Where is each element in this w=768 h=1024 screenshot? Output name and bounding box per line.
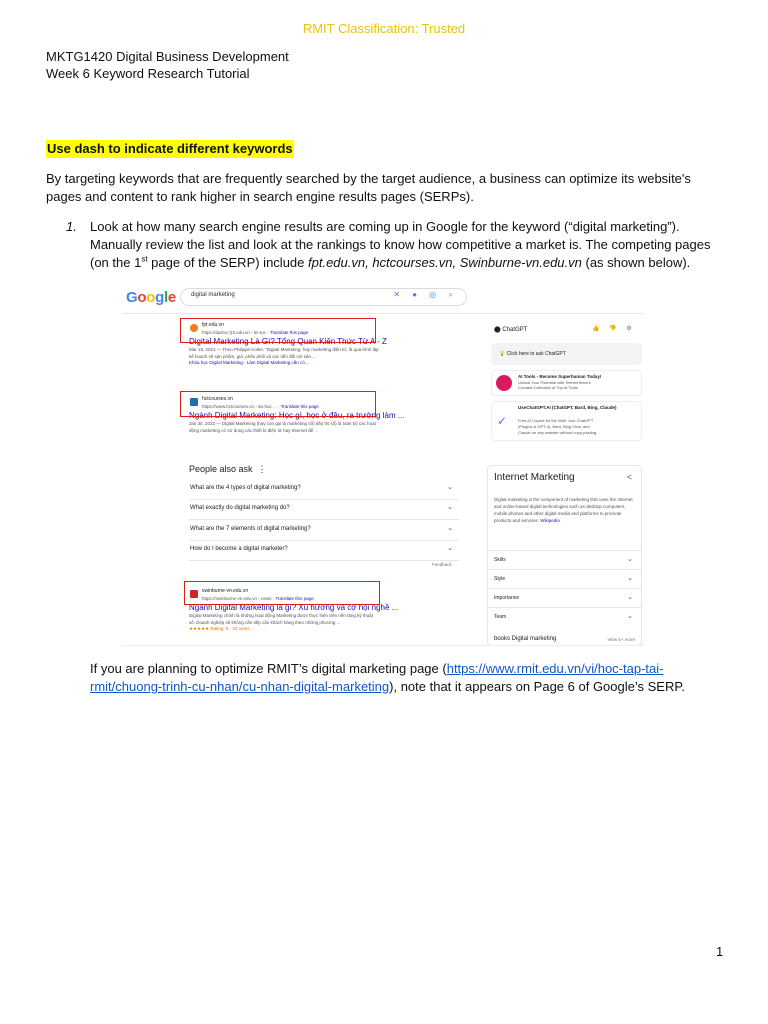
paa-question: How do I become a digital marketer? ⌄ [189,541,459,561]
chevron-down-icon: ⌄ [447,504,453,511]
result-snippet: số. Doanh nghiệp sẽ không cần tiếp cận khách hàng theo những phương ... [189,619,341,625]
para-text-a: If you are planning to optimize RMIT’s digital marketing page ( [90,661,447,676]
page-number: 1 [716,944,724,959]
ad-text: Curated Collection of Top AI Tools [518,385,578,390]
rmit-page-paragraph [90,660,722,696]
result-site: swinburne-vn.edu.vn [202,588,249,594]
result-snippet: động marketing có sử dụng các thiết bị điện tử hay Internet để ... [189,427,319,433]
people-also-ask-heading: People also ask ⋮ [189,464,267,474]
list-item-1 [66,218,722,272]
result-title: Ngành Digital Marketing là gì? Xu hướng và cơ hội nghề ... [189,603,399,612]
chatgpt-panel-header: ⬤ ChatGPT [494,327,528,333]
search-tools-icon: ✕ ● ◎ ⌕ [393,290,458,299]
result-snippet: Jan 30, 2023 — Digital Marketing (hay còn gọi là marketing số) tiếp thị số) là toàn bộ các hoạt [189,421,376,426]
usechatgpt-icon: ✓ [497,414,508,428]
ad-text: Unlock Your Potential with TeleresTeam's [518,380,591,385]
highlight-box-swinburne [184,581,380,605]
chevron-down-icon: ⌄ [627,613,633,620]
result-url: https://www.hctcourses.vn › du-hoc ... · Translate this page [202,404,319,409]
result-snippet: Mar 19, 2021 — Theo Philippe Kotler, "Digital Marketing, hay marketing điện tử, là quá trình lập [189,347,379,352]
ad-text: Free AI Copilot for the Web. Use ChatGPT [518,418,594,423]
intro-paragraph: By targeting keywords that are frequently searched by the target audience, a business can optimize its website's pages and content to rank higher in search engine results pages (SERPs). [46,171,691,204]
highlight-box-fpt [180,318,376,343]
chatgpt-actions-icon: 👍 👎 ⚙ [592,326,636,332]
result-snippet: kế hoạch về sản phẩm, giá, phân phối và xúc tiến đối với sản ... [189,353,317,359]
ai-tools-icon [496,375,512,391]
result-sitelinks: Khóa học Digital Marketing · Làm Digital Marketing cần có ... [189,360,310,365]
feedback-link: Feedback [432,562,452,567]
chevron-down-icon: ⌄ [447,484,453,491]
ad-title: UseChatGPT.AI (ChatGPT, Bard, Bing, Claude) [518,405,617,410]
para-text-b: ), note that it appears on Page 6 of Google’s SERP. [389,679,685,694]
document-header [46,48,289,82]
result-url: https://swinburne-vn.edu.vn › news · Translate this page [202,596,314,601]
kp-row: Style ⌄ [488,569,641,588]
chevron-down-icon: ⌄ [447,525,453,532]
list-number: 1. [66,219,77,234]
chatgpt-prompt-text: 💡 Click here to ask ChatGPT [499,351,566,357]
view-more-link: View 5+ more [607,637,635,642]
list-item-text [90,218,722,272]
knowledge-panel-title: Internet Marketing [494,472,575,483]
paa-question: What are the 4 types of digital marketing? ⌄ [189,480,459,500]
result-site: fpt.edu.vn [202,322,224,328]
competing-sites: fpt.edu.vn, hctcourses.vn, Swinburne-vn.edu.vn [308,255,582,270]
ad-card-1 [491,370,642,396]
item-superscript: st [141,254,148,264]
classification-label: RMIT Classification: Trusted [302,21,466,36]
chevron-down-icon: ⌄ [627,594,633,601]
item-text-a: Look at how many search engine results are coming up in Google for the keyword (“digital marketing”). Manually review the list and look at the rankings to know how competitive a market is. The competing pages (on the 1 [90,219,711,270]
knowledge-panel [487,465,642,646]
serp-top-bar [122,284,644,314]
rmit-url-link[interactable]: https://www.rmit.edu.vn/vi/hoc-tap-tai-rmit/chuong-trinh-cu-nhan/cu-nhan-digital-marketing [90,661,664,694]
result-title: Ngành Digital Marketing: Học gì, học ở đâu, ra trường làm ... [189,411,405,420]
ad-card-2 [491,401,642,441]
kp-row: Team ⌄ [488,607,641,626]
course-title: MKTG1420 Digital Business Development [46,49,289,64]
tutorial-title: Week 6 Keyword Research Tutorial [46,66,250,81]
chatgpt-prompt-card [491,343,642,365]
ad-text: (Plugins & GPT-4), Bard, Bing Chat, and [518,424,590,429]
kp-row: Skills ⌄ [488,550,641,569]
highlight-box-hct [180,391,376,417]
item-text-b: page of the SERP) include [147,255,308,270]
result-title: Digital Marketing Là Gì? Tổng Quan Kiến Thức Từ A - Z [189,337,387,346]
books-heading: books Digital marketing [494,636,557,642]
share-icon: < [626,472,632,482]
chevron-down-icon: ⌄ [627,556,633,563]
paa-question: What are the 7 elements of digital marketing? ⌄ [189,521,459,541]
chevron-down-icon: ⌄ [447,545,453,552]
kp-row: Importance ⌄ [488,588,641,607]
chevron-down-icon: ⌄ [627,575,633,582]
knowledge-panel-description: Digital marketing is the component of marketing that uses the Internet and online-based digital technologies such as desktop computers, mobile phones and other digital media and platforms to promote products and services. Wikipedia [494,497,633,523]
item-text-c: (as shown below). [581,255,691,270]
result-url: https://daihoc.fpt.edu.vn › tin-tuc · Translate this page [202,330,309,335]
ad-title: AI Tools - Become Superhuman Today! [518,374,602,379]
result-snippet: Digital Marketing chính là những hoạt động Marketing được thực hiện trên nền tảng kỹ thuật [189,613,373,618]
result-rating: ★★★★★ Rating: 5 · 22 votes [189,626,250,631]
result-site: hctcourses.vn [202,396,233,402]
paa-question: What exactly do digital marketing do? ⌄ [189,500,459,520]
serp-screenshot [122,284,644,646]
serp-query: digital marketing [191,292,235,298]
serp-search-box [180,288,467,306]
highlighted-instruction: Use dash to indicate different keywords [47,141,293,156]
ad-text: Claude on any website without copy-pasting. [518,430,598,435]
google-logo: Google [126,289,176,306]
